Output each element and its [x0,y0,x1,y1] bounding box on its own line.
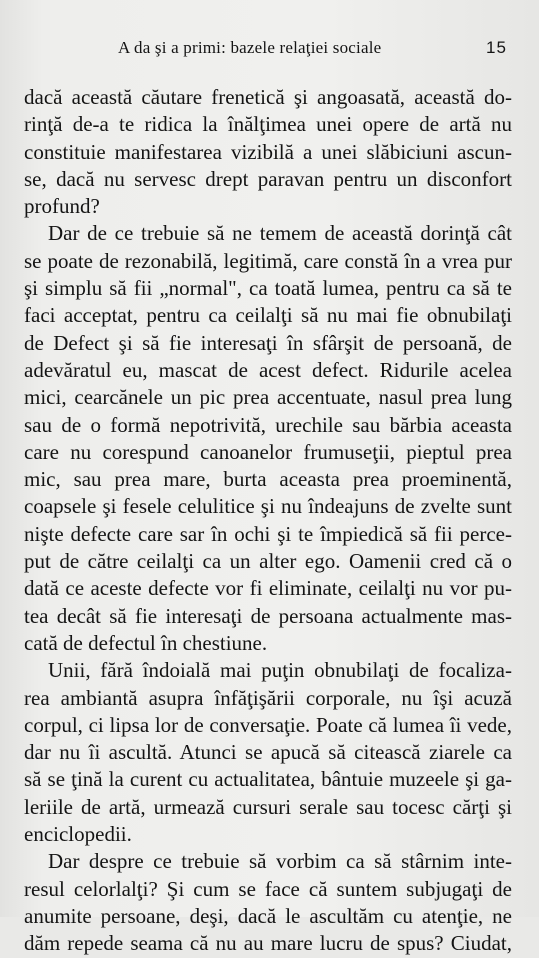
text-line: Dar despre ce trebuie să vorbim ca să stârnim inte- [48,849,512,874]
text-line: se, dacă nu servesc drept paravan pentru un disconfort [24,166,512,191]
text-line: să se ţină la curent cu actualitatea, bântuie muzeele şi ga- [24,767,512,792]
body-text [24,84,512,958]
text-line: rinţă de-a te ridica la înălţimea unei opere de artă nu [24,112,512,137]
text-line: mic, sau prea mare, burta aceasta prea proeminentă, [24,467,512,492]
text-line: dacă această căutare frenetică şi angoasată, această do- [24,85,512,109]
text-line: rea ambiantă asupra înfăţişării corporale, nu îşi acuză [24,685,512,710]
text-line: dar nu îi ascultă. Atunci se apucă să citească ziarele ca [24,740,512,765]
text-line: resul celorlalţi? Şi cum se face că suntem subjugaţi de [24,876,512,901]
paragraph [24,84,512,220]
text-line: şi simplu să fii „normal", ca toată lumea, pentru ca să te [24,276,512,301]
page-number: 15 [486,38,507,57]
text-line: enciclopedii. [24,822,132,847]
text-line: nişte defecte care sar în ochi şi te împiedică să fii perce- [24,521,512,546]
text-line: cată de defectul în chestiune. [24,630,268,655]
text-line: sau de o formă nepotrivită, urechile sau bărbia aceasta [24,412,512,437]
text-line: de Defect şi să fie interesaţi în sfârşit de persoană, de [24,330,512,355]
text-line: faci acceptat, pentru ca ceilalţi să nu mai fie obnubilaţi [24,303,512,328]
text-line: tea decât să fie interesaţi de persoana actualmente mas- [24,603,512,628]
text-line: Unii, fără îndoială mai puţin obnubilaţi de focaliza- [48,658,512,683]
paragraph [24,220,512,657]
paragraph [24,848,512,957]
text-line: Dar de ce trebuie să ne temem de această dorinţă cât [48,221,512,246]
text-line: coapsele şi fesele celulitice şi nu îndeajuns de zvelte sunt [24,494,512,519]
text-line: se poate de rezonabilă, legitimă, care constă în a vrea pur [24,248,512,273]
text-line: constituie manifestarea vizibilă a unei slăbiciuni ascun- [24,139,512,164]
text-line: profund? [24,194,100,219]
text-line: put de către ceilalţi ca un alter ego. Oamenii cred că o [24,549,512,574]
paragraph [24,657,512,848]
running-header [0,38,539,66]
text-line: leriile de artă, urmează cursuri serale sau tocesc cărţi şi [24,794,512,819]
text-line: care nu corespund canoanelor frumuseţii, pieptul prea [24,439,512,464]
text-line: corpul, ci lipsa lor de conversaţie. Poate că lumea îi vede, [24,712,512,737]
running-header-title: A da şi a primi: bazele relaţiei sociale [118,38,382,57]
text-line: dată ce aceste defecte vor fi eliminate, ceilalţi nu vor pu- [24,576,512,601]
text-line: adevăratul eu, mascat de acest defect. Ridurile acelea [24,357,512,382]
text-line: mici, cearcănele un pic prea accentuate, nasul prea lung [24,385,512,410]
text-line: anumite persoane, deşi, dacă le ascultăm cu atenţie, ne [24,903,512,928]
text-line: dăm repede seama că nu au mare lucru de spus? Ciudat, [24,931,512,956]
